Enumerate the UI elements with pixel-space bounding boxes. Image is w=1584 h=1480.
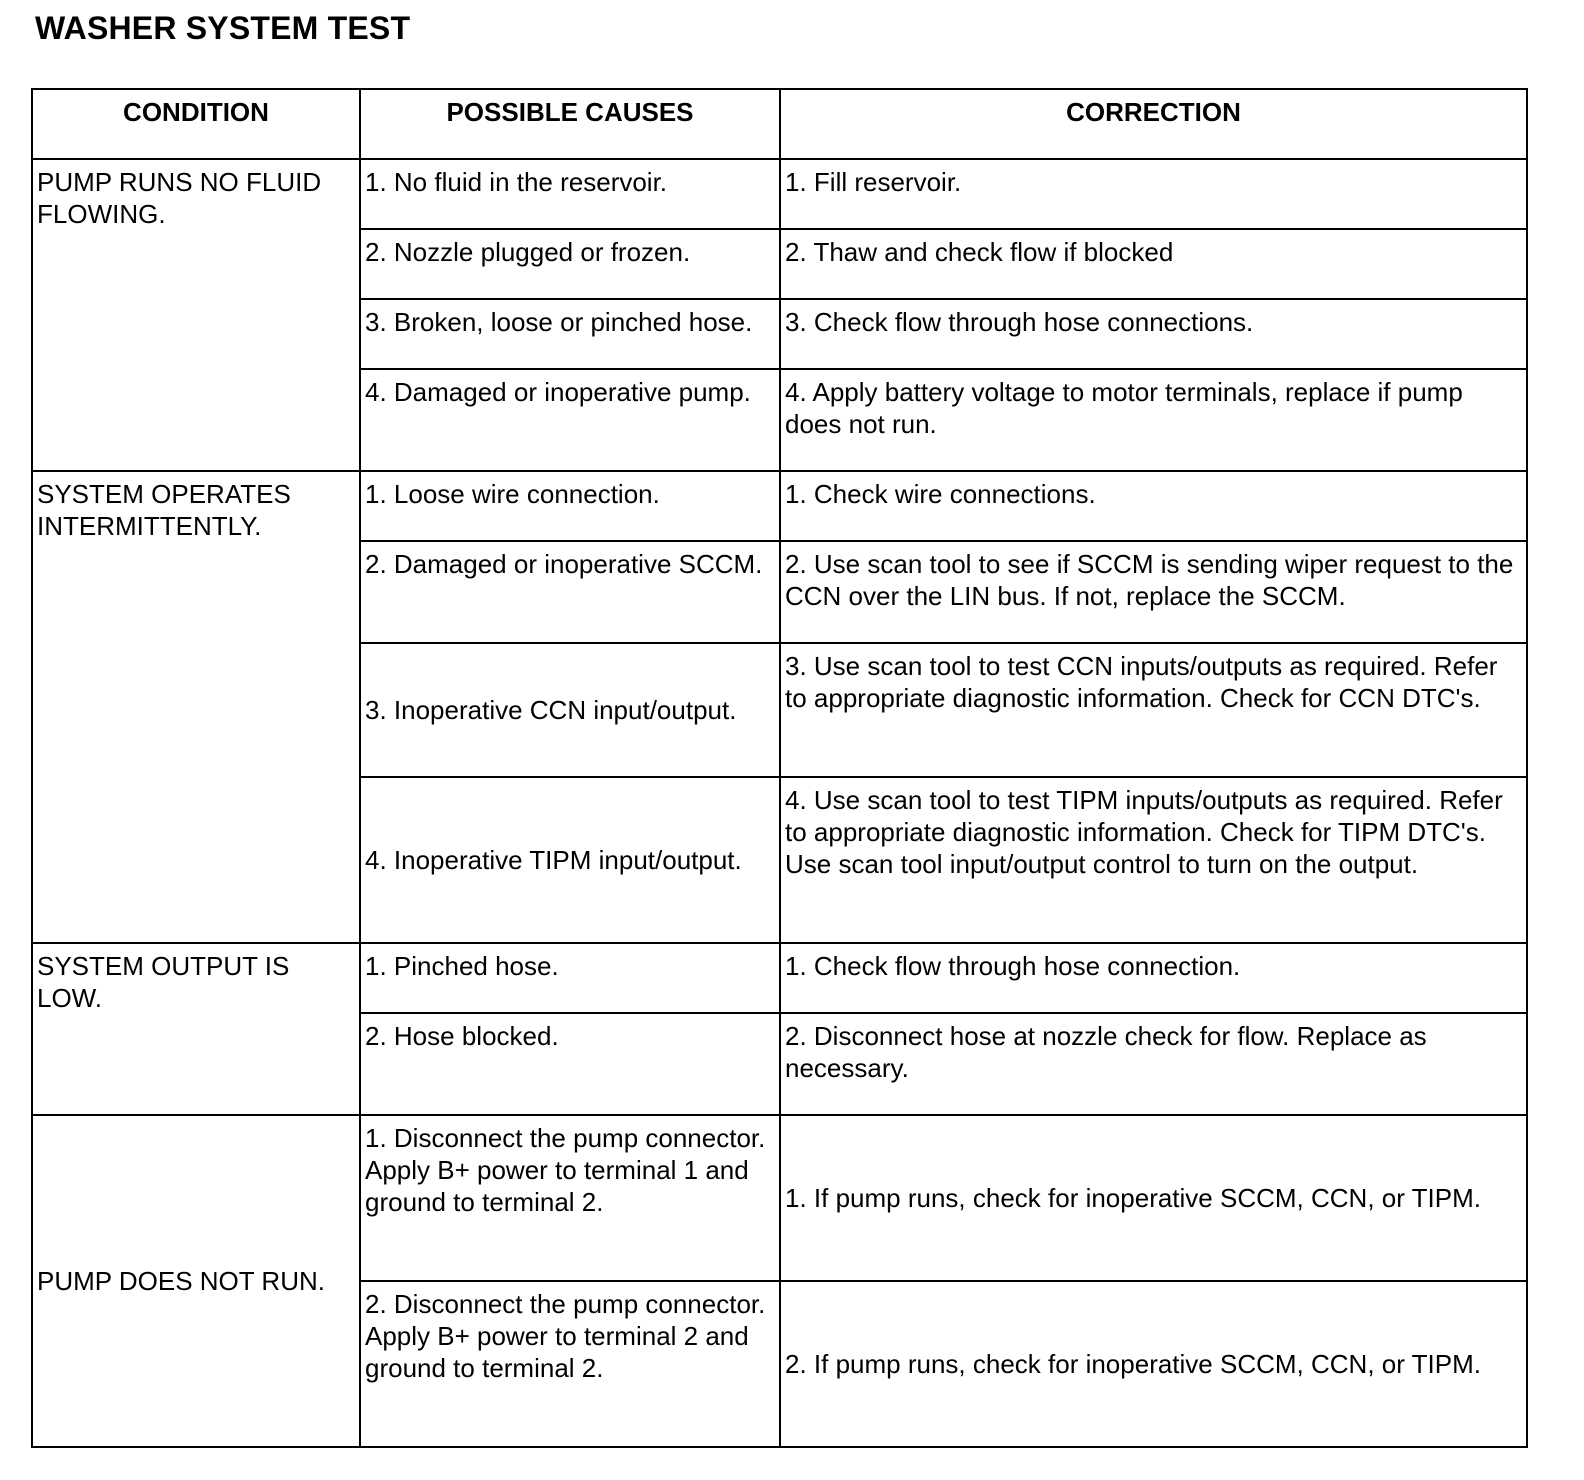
- correction-cell: 2. Thaw and check flow if blocked: [780, 229, 1527, 299]
- cause-cell: 2. Hose blocked.: [360, 1013, 780, 1115]
- header-correction: CORRECTION: [780, 89, 1527, 159]
- condition-cell: PUMP DOES NOT RUN.: [32, 1115, 360, 1447]
- correction-cell: 1. Fill reservoir.: [780, 159, 1527, 229]
- cause-cell: 1. Loose wire connection.: [360, 471, 780, 541]
- header-condition: CONDITION: [32, 89, 360, 159]
- table-row: [32, 471, 1527, 541]
- table-row: [32, 943, 1527, 1013]
- header-possible-causes: POSSIBLE CAUSES: [360, 89, 780, 159]
- correction-cell: 1. Check wire connections.: [780, 471, 1527, 541]
- cause-cell: 4. Damaged or inoperative pump.: [360, 369, 780, 471]
- cause-cell: 3. Inoperative CCN input/output.: [360, 643, 780, 777]
- correction-cell: 4. Use scan tool to test TIPM inputs/outputs as required. Refer to appropriate diagnostic information. Check for TIPM DTC's. Use scan tool input/output control to turn on the output.: [780, 777, 1527, 943]
- cause-cell: 2. Disconnect the pump connector. Apply B+ power to terminal 2 and ground to terminal 2.: [360, 1281, 780, 1447]
- correction-cell: 2. Use scan tool to see if SCCM is sending wiper request to the CCN over the LIN bus. If not, replace the SCCM.: [780, 541, 1527, 643]
- correction-cell: 4. Apply battery voltage to motor terminals, replace if pump does not run.: [780, 369, 1527, 471]
- cause-cell: 1. Pinched hose.: [360, 943, 780, 1013]
- cause-cell: 2. Damaged or inoperative SCCM.: [360, 541, 780, 643]
- diagnostic-table: [31, 88, 1528, 1448]
- condition-cell: SYSTEM OPERATES INTERMITTENTLY.: [32, 471, 360, 943]
- condition-cell: SYSTEM OUTPUT IS LOW.: [32, 943, 360, 1115]
- table-header-row: [32, 89, 1527, 159]
- correction-cell: 2. If pump runs, check for inoperative SCCM, CCN, or TIPM.: [780, 1281, 1527, 1447]
- page-title: WASHER SYSTEM TEST: [35, 10, 411, 46]
- cause-cell: 2. Nozzle plugged or frozen.: [360, 229, 780, 299]
- correction-cell: 1. Check flow through hose connection.: [780, 943, 1527, 1013]
- cause-cell: 1. Disconnect the pump connector. Apply B+ power to terminal 1 and ground to terminal 2.: [360, 1115, 780, 1281]
- table-row: [32, 159, 1527, 229]
- condition-cell: PUMP RUNS NO FLUID FLOWING.: [32, 159, 360, 471]
- cause-cell: 1. No fluid in the reservoir.: [360, 159, 780, 229]
- correction-cell: 3. Use scan tool to test CCN inputs/outputs as required. Refer to appropriate diagnostic information. Check for CCN DTC's.: [780, 643, 1527, 777]
- cause-cell: 3. Broken, loose or pinched hose.: [360, 299, 780, 369]
- correction-cell: 3. Check flow through hose connections.: [780, 299, 1527, 369]
- correction-cell: 2. Disconnect hose at nozzle check for flow. Replace as necessary.: [780, 1013, 1527, 1115]
- correction-cell: 1. If pump runs, check for inoperative SCCM, CCN, or TIPM.: [780, 1115, 1527, 1281]
- cause-cell: 4. Inoperative TIPM input/output.: [360, 777, 780, 943]
- table-row: [32, 1115, 1527, 1281]
